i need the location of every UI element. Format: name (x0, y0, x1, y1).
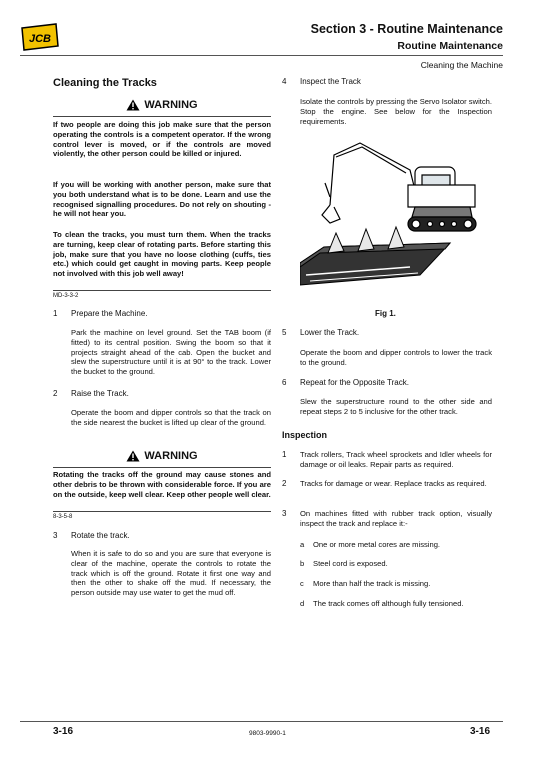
step-number: 1 (53, 309, 58, 318)
warning-label: WARNING (144, 99, 198, 111)
subitem-text: The track comes off although fully tensioned. (313, 599, 464, 608)
step-title: Repeat for the Opposite Track. (300, 378, 409, 387)
subsection-title: Routine Maintenance (397, 40, 503, 52)
jcb-logo (20, 22, 60, 52)
warning-icon (126, 99, 140, 111)
step-title: Raise the Track. (71, 389, 129, 398)
subitem-text: Steel cord is exposed. (313, 559, 388, 568)
warning-paragraph: If you will be working with another person, make sure that you both understand what is to be done. Learn and use the recognised signalling procedures. Do not rely on shouting - he will not hear you. (53, 180, 271, 219)
inspection-text: On machines fitted with rubber track option, visually inspect the track and replace it:- (300, 509, 492, 528)
step-text: Park the machine on level ground. Set the TAB boom (if fitted) to its central position. Swing the boom so that it projects straight ahead of the cab. Open the bucket and slew the superstructure until it is at 90° to the track. Lower the bucket to the ground. (71, 328, 271, 377)
subitem-text: One or more metal cores are missing. (313, 540, 441, 549)
logo-text: JCB (28, 33, 52, 45)
step-title: Rotate the track. (71, 531, 130, 540)
warning-heading (53, 450, 271, 462)
warning-label: WARNING (144, 450, 198, 462)
subitem-letter: c (300, 579, 304, 588)
subitem-letter: b (300, 559, 305, 568)
warning-rule (53, 290, 271, 291)
step-text: When it is safe to do so and you are sure that everyone is clear of the machine, operate the controls to rotate the track which is off the ground. Rotate it first one way and then the other to shake off the mud. If necessary, the person outside may use water to get the mud off. (71, 549, 271, 598)
inspection-text: Track rollers, Track wheel sprockets and Idler wheels for damage or oil leaks. Repair parts as required. (300, 450, 492, 469)
step-text: Slew the superstructure round to the other side and repeat steps 2 to 5 inclusive for the other track. (300, 397, 492, 416)
step-text: Operate the boom and dipper controls to lower the track to the ground. (300, 348, 492, 367)
step-number: 5 (282, 328, 287, 337)
inspection-number: 1 (282, 450, 287, 459)
page-number-left: 3-16 (53, 726, 74, 737)
section-title: Section 3 - Routine Maintenance (310, 22, 503, 36)
subitem-letter: a (300, 540, 305, 549)
figure-caption: Fig 1. (375, 309, 396, 318)
step-text: Isolate the controls by pressing the Servo Isolator switch. Stop the engine. See below for the Inspection requirements. (300, 97, 492, 126)
warning-rule (53, 467, 271, 468)
footer-rule (20, 721, 503, 722)
step-text: Operate the boom and dipper controls so that the track on the side nearest the bucket is lifted up clear of the ground. (71, 408, 271, 427)
topic-title: Cleaning the Machine (420, 60, 503, 70)
inspection-text: Tracks for damage or wear. Replace tracks as required. (300, 479, 487, 488)
inspection-number: 3 (282, 509, 287, 518)
warning-rule (53, 116, 271, 117)
subitem-letter: d (300, 599, 305, 608)
warning-code: MD-3-3-2 (53, 293, 79, 299)
inspection-number: 2 (282, 479, 287, 488)
step-number: 2 (53, 389, 58, 398)
warning-paragraph: If two people are doing this job make sure that the person operating the controls is a competent operator. If the wrong control lever is moved, or if the controls are moved violently, the other person could be killed or injured. (53, 120, 271, 159)
document-code: 9803-9990-1 (249, 730, 286, 737)
step-number: 6 (282, 378, 287, 387)
warning-heading (53, 99, 271, 111)
step-title: Lower the Track. (300, 328, 360, 337)
subitem-text: More than half the track is missing. (313, 579, 431, 588)
page-title: Cleaning the Tracks (53, 77, 157, 89)
warning-code: 8-3-5-8 (53, 514, 73, 520)
step-title: Inspect the Track (300, 77, 361, 86)
step-number: 4 (282, 77, 287, 86)
warning-rule (53, 511, 271, 512)
header-rule (20, 55, 503, 56)
step-title: Prepare the Machine. (71, 309, 148, 318)
inspection-heading: Inspection (282, 430, 328, 440)
page-number-right: 3-16 (469, 726, 490, 737)
warning-paragraph: To clean the tracks, you must turn them. When the tracks are turning, keep clear of rotating parts. Before starting this job, make sure that you have no loose clothing (cuffs, ties etc.) which could get caught in moving parts. Keep people not involved with this job well away! (53, 230, 271, 279)
excavator-track-illustration (300, 135, 508, 305)
step-number: 3 (53, 531, 58, 540)
warning-paragraph: Rotating the tracks off the ground may cause stones and other debris to be thrown with considerable force. If you are on the outside, keep well clear. Keep other people well clear. (53, 470, 271, 499)
warning-icon (126, 450, 140, 462)
